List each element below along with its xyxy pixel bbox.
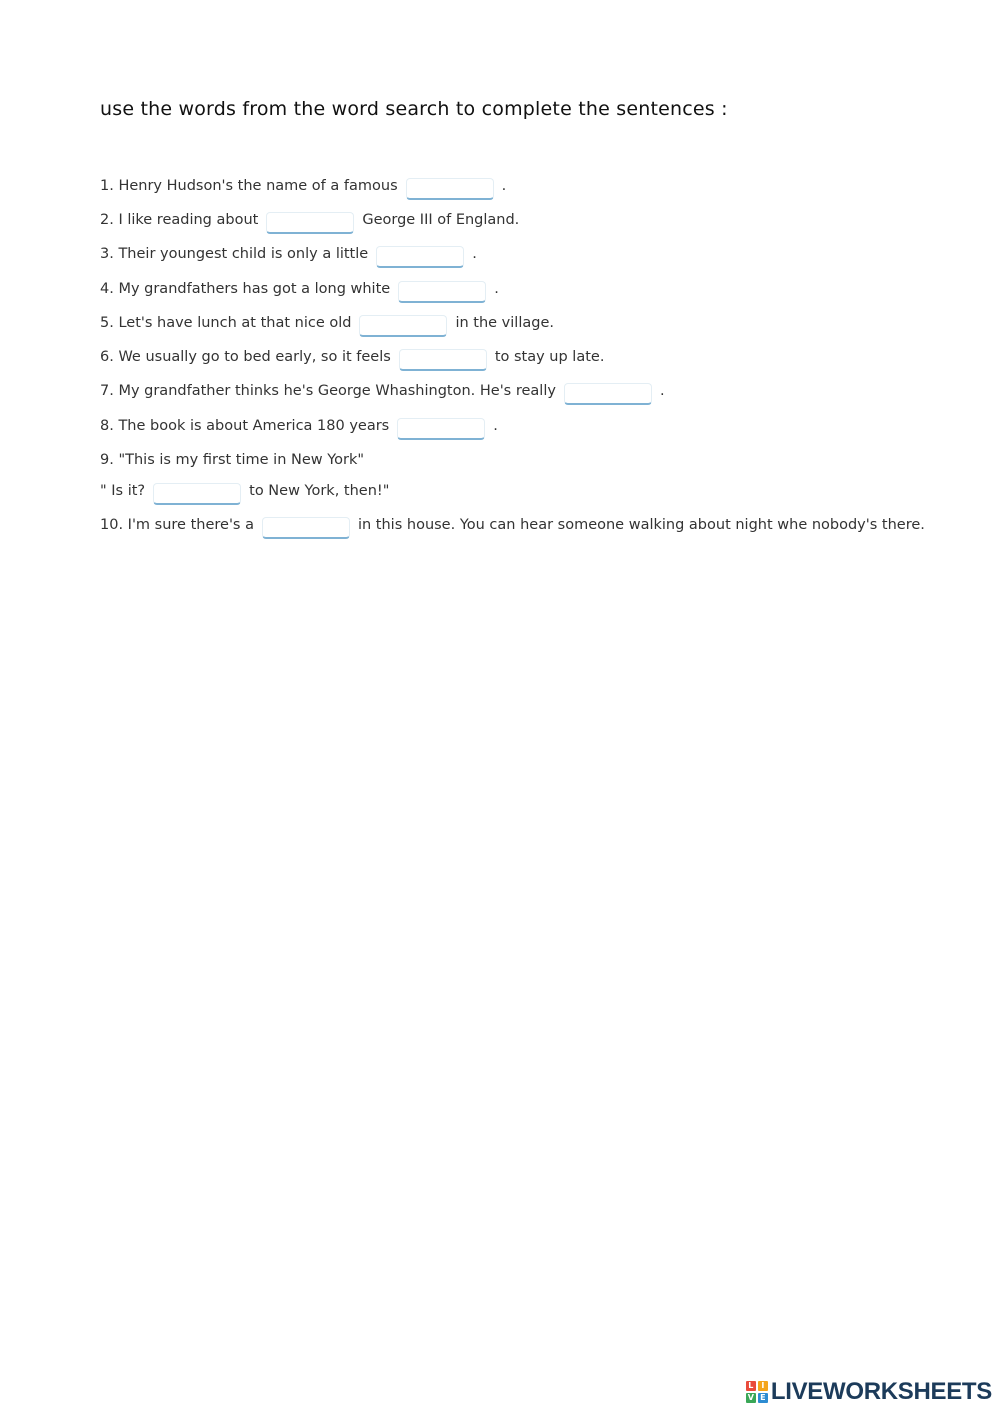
answer-input-8[interactable] bbox=[397, 418, 485, 440]
answer-input-9[interactable] bbox=[153, 483, 241, 505]
sentence-6 bbox=[100, 343, 604, 367]
logo-block-i: I bbox=[758, 1381, 768, 1391]
answer-input-2[interactable] bbox=[266, 212, 354, 234]
sentence-2 bbox=[100, 206, 519, 230]
answer-input-10[interactable] bbox=[262, 517, 350, 539]
answer-input-1[interactable] bbox=[406, 178, 494, 200]
sentence-1 bbox=[100, 172, 506, 196]
logo-block-v: V bbox=[747, 1393, 754, 1402]
sentence-9-reply bbox=[100, 477, 389, 501]
logo-block-l: L bbox=[746, 1381, 756, 1391]
sentence-6-start: 6. We usually go to bed early, so it feels bbox=[100, 349, 391, 365]
sentence-3-end: . bbox=[472, 246, 477, 262]
answer-input-5[interactable] bbox=[359, 315, 447, 337]
sentence-9-question bbox=[100, 446, 364, 470]
sentence-3 bbox=[100, 240, 477, 264]
answer-input-3[interactable] bbox=[376, 246, 464, 268]
sentence-7-start: 7. My grandfather thinks he's George Whashington. He's really bbox=[100, 383, 556, 399]
logo-text: LIVEWORKSHEETS bbox=[770, 1378, 992, 1405]
sentence-8 bbox=[100, 412, 498, 436]
sentence-10 bbox=[100, 511, 925, 535]
liveworksheets-logo bbox=[746, 1378, 992, 1406]
sentence-8-end: . bbox=[493, 418, 498, 434]
sentence-6-end: to stay up late. bbox=[494, 349, 605, 365]
sentence-9-text: 9. "This is my first time in New York" bbox=[100, 452, 365, 468]
answer-input-4[interactable] bbox=[398, 281, 486, 303]
sentence-4-end: . bbox=[494, 281, 499, 297]
sentence-4-start: 4. My grandfathers has got a long white bbox=[100, 281, 391, 297]
sentence-1-start: 1. Henry Hudson's the name of a famous bbox=[100, 178, 398, 194]
sentence-1-end: . bbox=[501, 178, 507, 194]
sentence-7-end: . bbox=[659, 383, 665, 399]
sentence-5-start: 5. Let's have lunch at that nice old bbox=[100, 315, 352, 331]
logo-block-e: E bbox=[758, 1393, 768, 1403]
sentence-9-reply-end: to New York, then!" bbox=[249, 483, 390, 499]
sentence-5-end: in the village. bbox=[455, 315, 554, 331]
sentence-5 bbox=[100, 309, 554, 333]
logo-blocks-icon bbox=[746, 1381, 768, 1403]
sentence-8-start: 8. The book is about America 180 years bbox=[100, 418, 390, 434]
sentence-3-start: 3. Their youngest child is only a little bbox=[100, 246, 369, 262]
worksheet-instructions: use the words from the word search to complete the sentences : bbox=[100, 98, 728, 120]
sentence-4 bbox=[100, 275, 499, 299]
sentence-10-start: 10. I'm sure there's a bbox=[100, 517, 254, 533]
sentence-7 bbox=[100, 377, 665, 401]
answer-input-7[interactable] bbox=[564, 383, 652, 405]
sentence-2-start: 2. I like reading about bbox=[100, 212, 259, 228]
answer-input-6[interactable] bbox=[399, 349, 487, 371]
sentence-9-reply-start: " Is it? bbox=[100, 483, 146, 499]
sentence-2-end: George III of England. bbox=[362, 212, 520, 228]
sentence-10-end: in this house. You can hear someone walking about night whe nobody's there. bbox=[357, 517, 925, 533]
